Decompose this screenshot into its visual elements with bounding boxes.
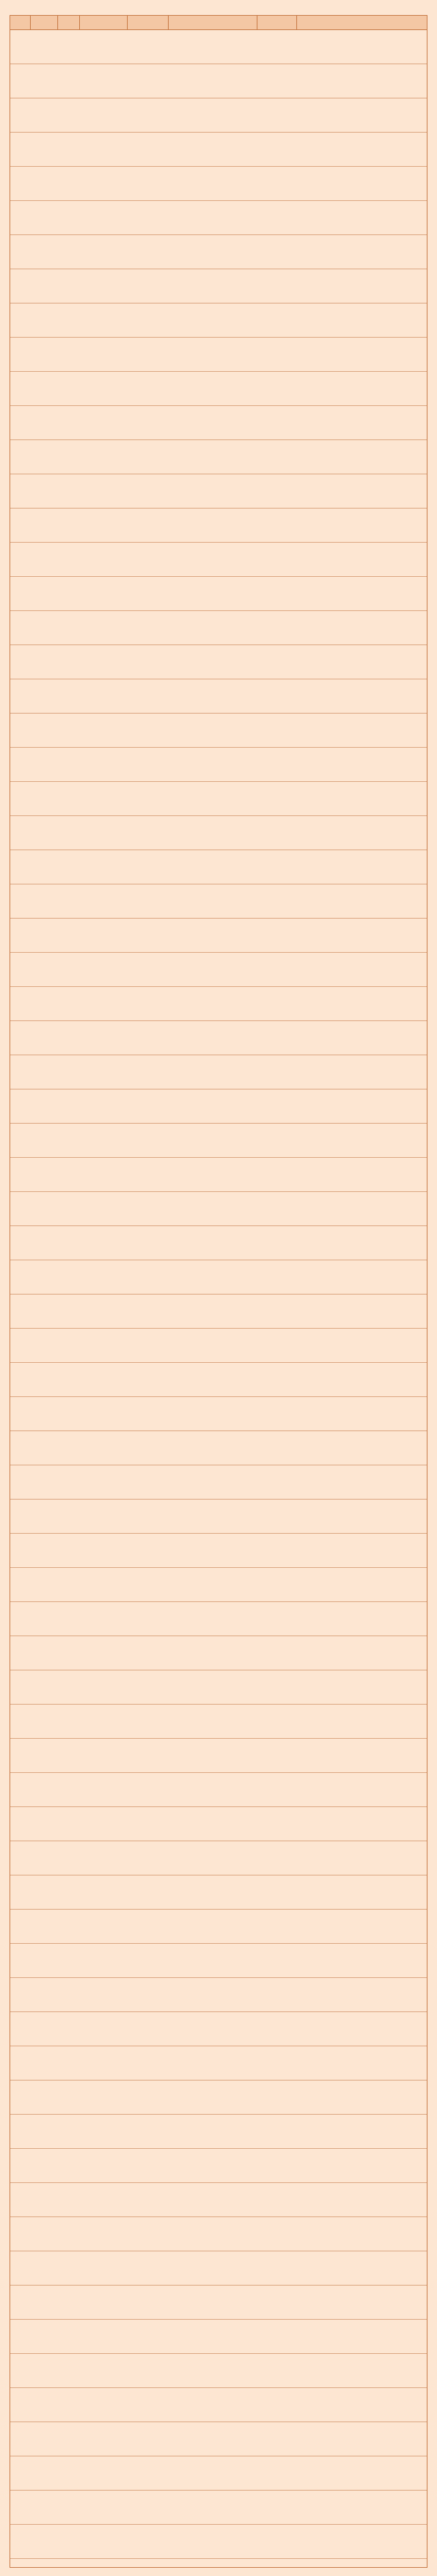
column-header bbox=[128, 16, 169, 29]
column-header bbox=[58, 16, 80, 29]
column-header bbox=[80, 16, 128, 29]
table-header bbox=[10, 16, 427, 30]
table-body bbox=[10, 30, 427, 2568]
column-header bbox=[297, 16, 427, 29]
schedule-table bbox=[10, 15, 427, 2568]
column-header bbox=[257, 16, 297, 29]
page-title bbox=[0, 0, 437, 15]
column-header bbox=[169, 16, 257, 29]
column-header bbox=[31, 16, 58, 29]
column-header bbox=[10, 16, 31, 29]
